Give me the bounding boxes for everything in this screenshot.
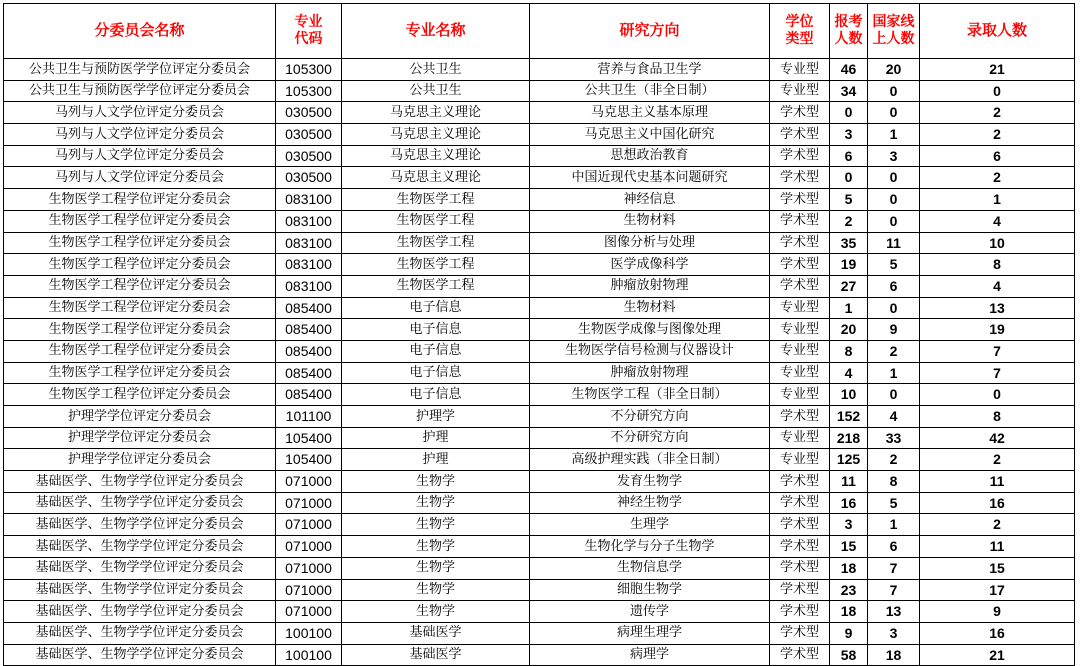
cell-above-line: 0 (868, 189, 920, 211)
cell-major: 生物学 (342, 514, 530, 536)
table-row (4, 384, 1075, 406)
cell-above-line: 6 (868, 536, 920, 558)
cell-admitted: 17 (920, 579, 1075, 601)
cell-code: 105300 (276, 80, 342, 102)
cell-above-line: 18 (868, 644, 920, 666)
cell-degree-type: 专业型 (770, 362, 830, 384)
cell-applicants: 152 (830, 406, 868, 428)
table-row (4, 102, 1075, 124)
table-row (4, 189, 1075, 211)
cell-above-line: 0 (868, 210, 920, 232)
cell-degree-type: 学术型 (770, 579, 830, 601)
cell-major: 护理学 (342, 406, 530, 428)
header-above-line-line2: 上人数 (872, 31, 915, 47)
header-above-line (868, 4, 920, 59)
cell-major: 公共卫生 (342, 59, 530, 81)
table-row (4, 340, 1075, 362)
header-code-line2: 代码 (294, 31, 323, 47)
cell-admitted: 9 (920, 601, 1075, 623)
table-row (4, 254, 1075, 276)
cell-direction: 不分研究方向 (530, 427, 770, 449)
cell-direction: 马克思主义中国化研究 (530, 124, 770, 146)
cell-admitted: 7 (920, 362, 1075, 384)
cell-direction: 病理学 (530, 644, 770, 666)
cell-committee: 基础医学、生物学学位评定分委员会 (4, 601, 276, 623)
cell-major: 生物学 (342, 492, 530, 514)
cell-admitted: 0 (920, 384, 1075, 406)
cell-code: 100100 (276, 644, 342, 666)
cell-applicants: 2 (830, 210, 868, 232)
cell-applicants: 46 (830, 59, 868, 81)
table-row (4, 471, 1075, 493)
cell-admitted: 15 (920, 557, 1075, 579)
cell-above-line: 5 (868, 254, 920, 276)
cell-degree-type: 学术型 (770, 210, 830, 232)
cell-code: 071000 (276, 471, 342, 493)
header-admitted: 录取人数 (920, 4, 1075, 59)
table-row (4, 80, 1075, 102)
cell-committee: 基础医学、生物学学位评定分委员会 (4, 579, 276, 601)
cell-major: 基础医学 (342, 644, 530, 666)
cell-major: 电子信息 (342, 319, 530, 341)
cell-direction: 生物材料 (530, 297, 770, 319)
cell-direction: 医学成像科学 (530, 254, 770, 276)
cell-code: 083100 (276, 232, 342, 254)
cell-committee: 生物医学工程学位评定分委员会 (4, 254, 276, 276)
cell-degree-type: 专业型 (770, 384, 830, 406)
cell-major: 电子信息 (342, 297, 530, 319)
cell-committee: 基础医学、生物学学位评定分委员会 (4, 622, 276, 644)
cell-applicants: 0 (830, 102, 868, 124)
table-row (4, 449, 1075, 471)
cell-major: 马克思主义理论 (342, 102, 530, 124)
cell-degree-type: 学术型 (770, 232, 830, 254)
cell-applicants: 23 (830, 579, 868, 601)
cell-applicants: 218 (830, 427, 868, 449)
cell-degree-type: 学术型 (770, 254, 830, 276)
cell-applicants: 15 (830, 536, 868, 558)
cell-applicants: 35 (830, 232, 868, 254)
cell-direction: 高级护理实践（非全日制） (530, 449, 770, 471)
cell-above-line: 1 (868, 362, 920, 384)
table-row (4, 124, 1075, 146)
header-degree-line1: 学位 (785, 14, 814, 31)
cell-degree-type: 学术型 (770, 492, 830, 514)
cell-admitted: 16 (920, 622, 1075, 644)
cell-degree-type: 学术型 (770, 644, 830, 666)
cell-applicants: 8 (830, 340, 868, 362)
cell-committee: 生物医学工程学位评定分委员会 (4, 210, 276, 232)
cell-above-line: 3 (868, 145, 920, 167)
cell-applicants: 1 (830, 297, 868, 319)
cell-admitted: 7 (920, 340, 1075, 362)
cell-degree-type: 专业型 (770, 340, 830, 362)
cell-admitted: 2 (920, 102, 1075, 124)
cell-major: 生物医学工程 (342, 189, 530, 211)
cell-major: 电子信息 (342, 362, 530, 384)
header-applicants (830, 4, 868, 59)
table-row (4, 536, 1075, 558)
cell-direction: 发育生物学 (530, 471, 770, 493)
table-row (4, 427, 1075, 449)
table-row (4, 601, 1075, 623)
cell-committee: 马列与人文学位评定分委员会 (4, 102, 276, 124)
cell-admitted: 2 (920, 124, 1075, 146)
cell-admitted: 8 (920, 254, 1075, 276)
cell-admitted: 6 (920, 145, 1075, 167)
cell-committee: 生物医学工程学位评定分委员会 (4, 319, 276, 341)
header-applicants-line2: 人数 (834, 31, 863, 47)
cell-applicants: 19 (830, 254, 868, 276)
cell-code: 085400 (276, 340, 342, 362)
cell-committee: 生物医学工程学位评定分委员会 (4, 384, 276, 406)
cell-code: 105300 (276, 59, 342, 81)
cell-major: 护理 (342, 449, 530, 471)
header-committee: 分委员会名称 (4, 4, 276, 59)
cell-direction: 生物材料 (530, 210, 770, 232)
cell-applicants: 20 (830, 319, 868, 341)
table-row (4, 406, 1075, 428)
cell-committee: 基础医学、生物学学位评定分委员会 (4, 514, 276, 536)
cell-major: 生物学 (342, 471, 530, 493)
cell-direction: 公共卫生（非全日制） (530, 80, 770, 102)
cell-admitted: 21 (920, 644, 1075, 666)
cell-code: 085400 (276, 297, 342, 319)
admissions-table (3, 3, 1075, 666)
cell-above-line: 0 (868, 297, 920, 319)
cell-committee: 基础医学、生物学学位评定分委员会 (4, 536, 276, 558)
cell-direction: 图像分析与处理 (530, 232, 770, 254)
table-row (4, 145, 1075, 167)
cell-above-line: 5 (868, 492, 920, 514)
cell-code: 083100 (276, 210, 342, 232)
table-row (4, 644, 1075, 666)
cell-admitted: 1 (920, 189, 1075, 211)
table-row (4, 167, 1075, 189)
cell-major: 基础医学 (342, 622, 530, 644)
header-code (276, 4, 342, 59)
cell-admitted: 21 (920, 59, 1075, 81)
cell-major: 生物学 (342, 557, 530, 579)
cell-applicants: 27 (830, 275, 868, 297)
cell-committee: 马列与人文学位评定分委员会 (4, 167, 276, 189)
cell-direction: 神经生物学 (530, 492, 770, 514)
cell-committee: 马列与人文学位评定分委员会 (4, 145, 276, 167)
table-body (4, 59, 1075, 666)
cell-code: 071000 (276, 514, 342, 536)
table-row (4, 232, 1075, 254)
table-row (4, 492, 1075, 514)
cell-above-line: 7 (868, 579, 920, 601)
cell-major: 生物医学工程 (342, 275, 530, 297)
cell-direction: 中国近现代史基本问题研究 (530, 167, 770, 189)
cell-committee: 生物医学工程学位评定分委员会 (4, 275, 276, 297)
cell-committee: 生物医学工程学位评定分委员会 (4, 297, 276, 319)
cell-above-line: 11 (868, 232, 920, 254)
cell-above-line: 2 (868, 449, 920, 471)
cell-code: 083100 (276, 275, 342, 297)
table-row (4, 275, 1075, 297)
cell-above-line: 8 (868, 471, 920, 493)
cell-degree-type: 学术型 (770, 471, 830, 493)
cell-admitted: 8 (920, 406, 1075, 428)
cell-applicants: 0 (830, 167, 868, 189)
cell-major: 电子信息 (342, 340, 530, 362)
cell-major: 马克思主义理论 (342, 167, 530, 189)
cell-code: 071000 (276, 536, 342, 558)
table-row (4, 59, 1075, 81)
header-row (4, 4, 1075, 59)
cell-major: 生物医学工程 (342, 254, 530, 276)
table-row (4, 514, 1075, 536)
cell-degree-type: 学术型 (770, 514, 830, 536)
table-row (4, 210, 1075, 232)
cell-degree-type: 专业型 (770, 449, 830, 471)
cell-direction: 细胞生物学 (530, 579, 770, 601)
cell-degree-type: 学术型 (770, 406, 830, 428)
cell-direction: 营养与食品卫生学 (530, 59, 770, 81)
table-row (4, 319, 1075, 341)
cell-admitted: 16 (920, 492, 1075, 514)
cell-admitted: 19 (920, 319, 1075, 341)
cell-code: 100100 (276, 622, 342, 644)
header-degree-line2: 类型 (785, 31, 814, 47)
header-direction: 研究方向 (530, 4, 770, 59)
cell-code: 085400 (276, 362, 342, 384)
cell-direction: 肿瘤放射物理 (530, 362, 770, 384)
cell-above-line: 20 (868, 59, 920, 81)
header-code-line1: 专业 (294, 14, 323, 31)
cell-direction: 病理生理学 (530, 622, 770, 644)
cell-degree-type: 学术型 (770, 145, 830, 167)
cell-above-line: 7 (868, 557, 920, 579)
cell-degree-type: 学术型 (770, 124, 830, 146)
cell-major: 护理 (342, 427, 530, 449)
cell-major: 生物学 (342, 579, 530, 601)
cell-committee: 基础医学、生物学学位评定分委员会 (4, 471, 276, 493)
cell-direction: 不分研究方向 (530, 406, 770, 428)
header-major: 专业名称 (342, 4, 530, 59)
cell-degree-type: 专业型 (770, 319, 830, 341)
cell-above-line: 0 (868, 80, 920, 102)
header-above-line-line1: 国家线 (872, 14, 915, 31)
cell-committee: 生物医学工程学位评定分委员会 (4, 362, 276, 384)
cell-direction: 生物医学工程（非全日制） (530, 384, 770, 406)
cell-degree-type: 学术型 (770, 189, 830, 211)
table-row (4, 297, 1075, 319)
cell-direction: 马克思主义基本原理 (530, 102, 770, 124)
cell-code: 083100 (276, 254, 342, 276)
cell-applicants: 18 (830, 601, 868, 623)
cell-above-line: 13 (868, 601, 920, 623)
cell-code: 071000 (276, 557, 342, 579)
cell-major: 生物医学工程 (342, 232, 530, 254)
cell-applicants: 9 (830, 622, 868, 644)
cell-degree-type: 专业型 (770, 427, 830, 449)
cell-committee: 马列与人文学位评定分委员会 (4, 124, 276, 146)
cell-direction: 神经信息 (530, 189, 770, 211)
cell-above-line: 1 (868, 514, 920, 536)
table-row (4, 362, 1075, 384)
cell-admitted: 2 (920, 514, 1075, 536)
cell-degree-type: 专业型 (770, 80, 830, 102)
cell-above-line: 0 (868, 167, 920, 189)
cell-above-line: 9 (868, 319, 920, 341)
cell-code: 105400 (276, 449, 342, 471)
cell-major: 马克思主义理论 (342, 124, 530, 146)
cell-committee: 生物医学工程学位评定分委员会 (4, 232, 276, 254)
cell-major: 生物医学工程 (342, 210, 530, 232)
cell-degree-type: 专业型 (770, 59, 830, 81)
cell-committee: 公共卫生与预防医学学位评定分委员会 (4, 80, 276, 102)
cell-code: 083100 (276, 189, 342, 211)
cell-admitted: 11 (920, 536, 1075, 558)
cell-direction: 生理学 (530, 514, 770, 536)
cell-major: 马克思主义理论 (342, 145, 530, 167)
cell-above-line: 33 (868, 427, 920, 449)
cell-committee: 护理学学位评定分委员会 (4, 406, 276, 428)
cell-code: 105400 (276, 427, 342, 449)
cell-code: 085400 (276, 384, 342, 406)
cell-code: 071000 (276, 579, 342, 601)
cell-admitted: 2 (920, 167, 1075, 189)
cell-committee: 基础医学、生物学学位评定分委员会 (4, 557, 276, 579)
cell-above-line: 1 (868, 124, 920, 146)
table-row (4, 557, 1075, 579)
cell-admitted: 4 (920, 275, 1075, 297)
cell-direction: 生物化学与分子生物学 (530, 536, 770, 558)
cell-code: 030500 (276, 145, 342, 167)
cell-degree-type: 学术型 (770, 275, 830, 297)
cell-code: 030500 (276, 167, 342, 189)
cell-degree-type: 学术型 (770, 102, 830, 124)
cell-applicants: 3 (830, 124, 868, 146)
cell-admitted: 42 (920, 427, 1075, 449)
cell-degree-type: 学术型 (770, 557, 830, 579)
cell-degree-type: 专业型 (770, 297, 830, 319)
cell-code: 071000 (276, 492, 342, 514)
cell-admitted: 2 (920, 449, 1075, 471)
cell-degree-type: 学术型 (770, 167, 830, 189)
cell-committee: 公共卫生与预防医学学位评定分委员会 (4, 59, 276, 81)
cell-code: 030500 (276, 102, 342, 124)
cell-admitted: 10 (920, 232, 1075, 254)
cell-admitted: 0 (920, 80, 1075, 102)
cell-major: 公共卫生 (342, 80, 530, 102)
cell-direction: 生物医学信号检测与仪器设计 (530, 340, 770, 362)
cell-degree-type: 学术型 (770, 536, 830, 558)
cell-direction: 思想政治教育 (530, 145, 770, 167)
table-header (4, 4, 1075, 59)
cell-applicants: 18 (830, 557, 868, 579)
cell-admitted: 13 (920, 297, 1075, 319)
cell-code: 071000 (276, 601, 342, 623)
cell-committee: 生物医学工程学位评定分委员会 (4, 340, 276, 362)
cell-committee: 基础医学、生物学学位评定分委员会 (4, 644, 276, 666)
cell-applicants: 3 (830, 514, 868, 536)
table-row (4, 579, 1075, 601)
cell-committee: 护理学学位评定分委员会 (4, 449, 276, 471)
cell-applicants: 58 (830, 644, 868, 666)
cell-direction: 遗传学 (530, 601, 770, 623)
cell-applicants: 6 (830, 145, 868, 167)
cell-committee: 护理学学位评定分委员会 (4, 427, 276, 449)
cell-above-line: 0 (868, 102, 920, 124)
cell-direction: 肿瘤放射物理 (530, 275, 770, 297)
cell-code: 085400 (276, 319, 342, 341)
cell-admitted: 4 (920, 210, 1075, 232)
cell-committee: 基础医学、生物学学位评定分委员会 (4, 492, 276, 514)
cell-applicants: 5 (830, 189, 868, 211)
cell-major: 生物学 (342, 536, 530, 558)
cell-committee: 生物医学工程学位评定分委员会 (4, 189, 276, 211)
cell-applicants: 11 (830, 471, 868, 493)
cell-applicants: 16 (830, 492, 868, 514)
cell-applicants: 125 (830, 449, 868, 471)
cell-code: 101100 (276, 406, 342, 428)
cell-degree-type: 学术型 (770, 622, 830, 644)
header-degree-type (770, 4, 830, 59)
header-applicants-line1: 报考 (834, 14, 863, 31)
cell-major: 电子信息 (342, 384, 530, 406)
cell-above-line: 4 (868, 406, 920, 428)
cell-above-line: 3 (868, 622, 920, 644)
cell-direction: 生物医学成像与图像处理 (530, 319, 770, 341)
cell-direction: 生物信息学 (530, 557, 770, 579)
cell-above-line: 2 (868, 340, 920, 362)
cell-applicants: 4 (830, 362, 868, 384)
cell-above-line: 0 (868, 384, 920, 406)
cell-major: 生物学 (342, 601, 530, 623)
cell-above-line: 6 (868, 275, 920, 297)
cell-admitted: 11 (920, 471, 1075, 493)
cell-applicants: 10 (830, 384, 868, 406)
cell-code: 030500 (276, 124, 342, 146)
cell-degree-type: 学术型 (770, 601, 830, 623)
cell-applicants: 34 (830, 80, 868, 102)
table-row (4, 622, 1075, 644)
